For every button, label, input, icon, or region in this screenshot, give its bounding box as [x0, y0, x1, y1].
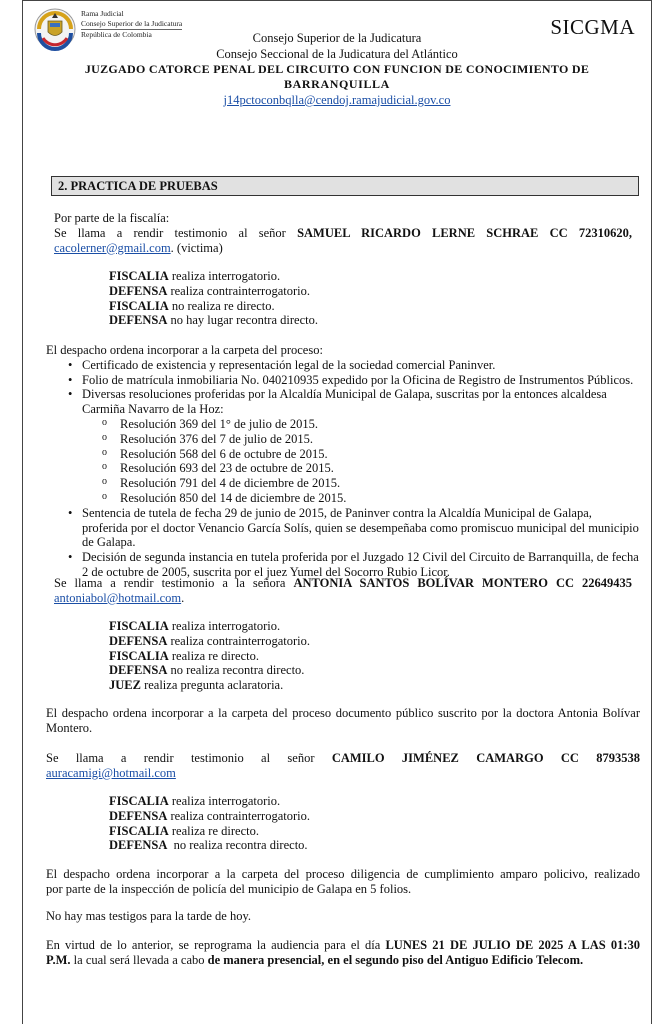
no-more-witnesses: No hay mas testigos para la tarde de hoy.	[46, 909, 252, 923]
resolution-item: o Resolución 568 del 6 de octubre de 2015.	[82, 447, 640, 462]
system-label: SICGMA	[550, 15, 635, 39]
order1-intro: El despacho ordena incorporar a la carpeta del proceso:	[46, 343, 323, 357]
resolution-item: o Resolución 693 del 23 de octubre de 2015.	[82, 461, 640, 476]
witness2-block	[54, 576, 632, 606]
witness2-suffix: .	[181, 590, 185, 605]
witness2-contact	[54, 591, 632, 606]
witness3-name: CAMILO JIMÉNEZ CAMARGO CC 8793538	[331, 751, 640, 765]
witness1-email-link[interactable]: cacolerner@gmail.com	[54, 240, 171, 255]
witness3-call-text: Se llama a rendir testimonio al señor	[46, 751, 315, 765]
order2-block	[46, 706, 640, 736]
witness3-email-link[interactable]: auracamigi@hotmail.com	[46, 765, 176, 780]
witness1-call	[54, 226, 632, 241]
section-header	[51, 176, 639, 196]
action-line: FISCALIA realiza interrogatorio.	[109, 269, 281, 283]
court-name-line2: BARRANQUILLA	[284, 77, 390, 91]
witness2-actions	[109, 619, 310, 693]
order3-line: por parte de la inspección de policía del municipio de Galapa en 5 folios.	[46, 881, 412, 896]
action-line: DEFENSA no hay lugar recontra directo.	[109, 313, 318, 328]
action-line: DEFENSA realiza contrainterrogatorio.	[109, 633, 310, 648]
closing-line2: P.M. la cual será llevada a cabo de manera presencial, en el segundo piso del Antiguo Edificio Telecom.	[46, 952, 584, 967]
closing-line1: En virtud de lo anterior, se reprograma la audiencia para el día LUNES 21 DE JULIO DE 2025 A LAS 01:30	[46, 938, 640, 952]
logo-line: República de Colombia	[81, 30, 152, 39]
council-line: Consejo Superior de la Judicatura	[252, 31, 422, 45]
resolution-item: o Resolución 376 del 7 de julio de 2015.	[82, 432, 640, 447]
action-line: DEFENSA realiza contrainterrogatorio.	[109, 808, 310, 823]
court-name-line1: JUZGADO CATORCE PENAL DEL CIRCUITO CON FUNCION DE CONOCIMIENTO DE	[84, 62, 590, 76]
court-email-link[interactable]: j14pctoconbqlla@cendoj.ramajudicial.gov.co	[223, 93, 451, 107]
witness1-call-text: Se llama a rendir testimonio al señor	[54, 225, 286, 240]
witness2-email-link[interactable]: antoniabol@hotmail.com	[54, 590, 182, 605]
witness3-contact	[46, 766, 640, 781]
witness1-actions	[109, 269, 318, 328]
witness3-actions	[109, 794, 310, 853]
action-line: FISCALIA realiza re directo.	[109, 823, 259, 838]
order2-line: Montero.	[46, 720, 93, 735]
action-line: FISCALIA realiza re directo.	[109, 648, 259, 663]
list-item: • Certificado de existencia y representación legal de la sociedad comercial Paninver.	[62, 358, 640, 373]
action-line: DEFENSA no realiza recontra directo.	[109, 838, 308, 853]
action-line: DEFENSA realiza contrainterrogatorio.	[109, 283, 310, 298]
action-line: JUEZ realiza pregunta aclaratoria.	[109, 678, 284, 693]
prosecution-intro: Por parte de la fiscalía:	[54, 211, 170, 225]
document-page	[22, 0, 652, 1024]
witness2-call-text: Se llama a rendir testimonio a la señora	[54, 576, 286, 590]
resolution-item: o Resolución 850 del 14 de diciembre de 2015.	[82, 491, 640, 506]
order3-line: El despacho ordena incorporar a la carpeta del proceso diligencia de cumplimiento amparo policivo, realizado	[46, 867, 640, 881]
witness2-call	[54, 576, 632, 591]
witness2-name: ANTONIA SANTOS BOLÍVAR MONTERO CC 22649435	[293, 576, 633, 590]
list-item: • Sentencia de tutela de fecha 29 de junio de 2015, de Paninver contra la Alcaldía Municipal de Galapa, proferida por el doctor Venancio García Solís, quien se desempeñaba como promiscuo municipal del municipio de Galapa.	[62, 506, 640, 550]
section-title: 2. PRACTICA DE PRUEBAS	[58, 179, 218, 193]
action-line: FISCALIA no realiza re directo.	[109, 298, 275, 313]
witness1-contact	[54, 241, 632, 256]
action-line: FISCALIA realiza interrogatorio.	[109, 794, 281, 808]
witness3-block	[46, 751, 640, 781]
list-item: • Folio de matrícula inmobiliaria No. 040210935 expedido por la Oficina de Registro de Instrumentos Públicos.	[62, 373, 640, 388]
logo-line: Consejo Superior de la Judicatura	[81, 19, 183, 28]
action-line: DEFENSA no realiza recontra directo.	[109, 663, 305, 678]
witness1-name: SAMUEL RICARDO LERNE SCHRAE CC 72310620,	[297, 225, 632, 240]
action-line: FISCALIA realiza interrogatorio.	[109, 619, 281, 633]
order2-line: El despacho ordena incorporar a la carpeta del proceso documento público suscrito por la doctora Antonia Bolívar	[46, 706, 640, 720]
sectional-council-line: Consejo Seccional de la Judicatura del Atlántico	[216, 47, 458, 61]
logo-line: Rama Judicial	[81, 9, 124, 18]
list-item: • Diversas resoluciones proferidas por la Alcaldía Municipal de Galapa, suscritas por la entonces alcaldesa Carmiña Navarro de la Hoz:	[62, 387, 640, 417]
witness1-block	[54, 211, 632, 255]
resolution-item: o Resolución 369 del 1° de julio de 2015.	[82, 417, 640, 432]
resolution-item: o Resolución 791 del 4 de diciembre de 2015.	[82, 476, 640, 491]
closing-block	[46, 938, 640, 968]
order3-block	[46, 867, 640, 897]
witness3-call	[46, 751, 640, 766]
list-item: • Decisión de segunda instancia en tutela proferida por el Juzgado 12 Civil del Circuito de Barranquilla, de fecha 2 de octubre de 2005, suscrita por el juez Yumel del Socorro Rubio Licor.	[62, 550, 640, 580]
order1-block	[46, 343, 640, 580]
witness1-suffix: . (victima)	[170, 240, 223, 255]
